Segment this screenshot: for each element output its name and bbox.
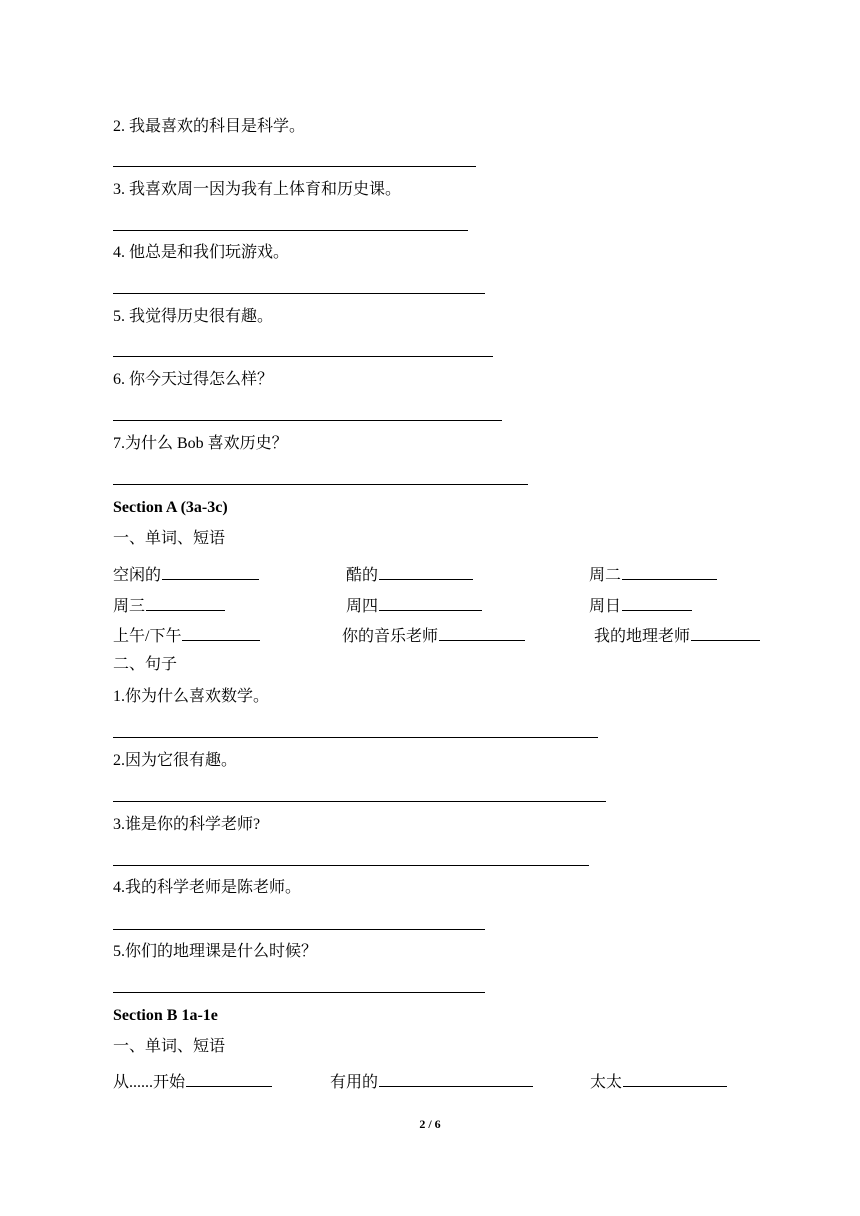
vocab-item: 周四 [346, 594, 482, 617]
vocab-item: 周二 [589, 563, 717, 586]
answer-line[interactable] [113, 929, 485, 930]
vocab-item: 太太 [590, 1070, 727, 1093]
vocab-blank[interactable] [622, 563, 717, 580]
section-b-vocab-heading: 一、单词、短语 [113, 1038, 226, 1055]
answer-line[interactable] [113, 166, 476, 167]
section-a-sentence-3: 3.谁是你的科学老师? [113, 816, 261, 833]
vocab-item: 我的地理老师 [594, 624, 760, 647]
answer-line[interactable] [113, 356, 493, 357]
vocab-blank[interactable] [379, 1070, 533, 1087]
section-a-sentence-4: 4.我的科学老师是陈老师。 [113, 879, 302, 896]
vocab-blank[interactable] [162, 563, 259, 580]
section-a-sentence-heading: 二、句子 [113, 656, 178, 673]
section-b-title: Section B 1a-1e [113, 1007, 218, 1024]
vocab-blank[interactable] [146, 594, 225, 611]
section-a-vocab-heading: 一、单词、短语 [113, 530, 226, 547]
answer-line[interactable] [113, 420, 502, 421]
sentence-2: 2. 我最喜欢的科目是科学。 [113, 118, 306, 135]
vocab-blank[interactable] [186, 1070, 272, 1087]
vocab-blank[interactable] [379, 594, 482, 611]
vocab-item: 空闲的 [113, 563, 259, 586]
sentence-3: 3. 我喜欢周一因为我有上体育和历史课。 [113, 181, 402, 198]
answer-line[interactable] [113, 230, 468, 231]
vocab-blank[interactable] [439, 624, 525, 641]
sentence-7: 7.为什么 Bob 喜欢历史？ [113, 435, 288, 452]
answer-line[interactable] [113, 293, 485, 294]
vocab-item: 周日 [589, 594, 692, 617]
sentence-6: 6. 你今天过得怎么样？ [113, 371, 274, 388]
vocab-blank[interactable] [182, 624, 260, 641]
vocab-item: 酷的 [346, 563, 473, 586]
vocab-blank[interactable] [623, 1070, 727, 1087]
section-a-sentence-2: 2.因为它很有趣。 [113, 752, 238, 769]
vocab-item: 从......开始 [113, 1070, 272, 1093]
vocab-item: 你的音乐老师 [342, 624, 525, 647]
vocab-item: 上午/下午 [113, 624, 260, 647]
vocab-item: 有用的 [330, 1070, 533, 1093]
vocab-item: 周三 [113, 594, 225, 617]
page-number: 2 / 6 [419, 1117, 441, 1131]
sentence-5: 5. 我觉得历史很有趣。 [113, 308, 274, 325]
section-a-title: Section A (3a-3c) [113, 499, 228, 516]
answer-line[interactable] [113, 865, 589, 866]
section-a-sentence-1: 1.你为什么喜欢数学。 [113, 688, 270, 705]
vocab-blank[interactable] [622, 594, 692, 611]
sentence-4: 4. 他总是和我们玩游戏。 [113, 244, 290, 261]
answer-line[interactable] [113, 992, 485, 993]
section-a-sentence-5: 5.你们的地理课是什么时候？ [113, 943, 318, 960]
answer-line[interactable] [113, 737, 598, 738]
vocab-blank[interactable] [691, 624, 760, 641]
answer-line[interactable] [113, 801, 606, 802]
answer-line[interactable] [113, 484, 528, 485]
vocab-blank[interactable] [379, 563, 473, 580]
